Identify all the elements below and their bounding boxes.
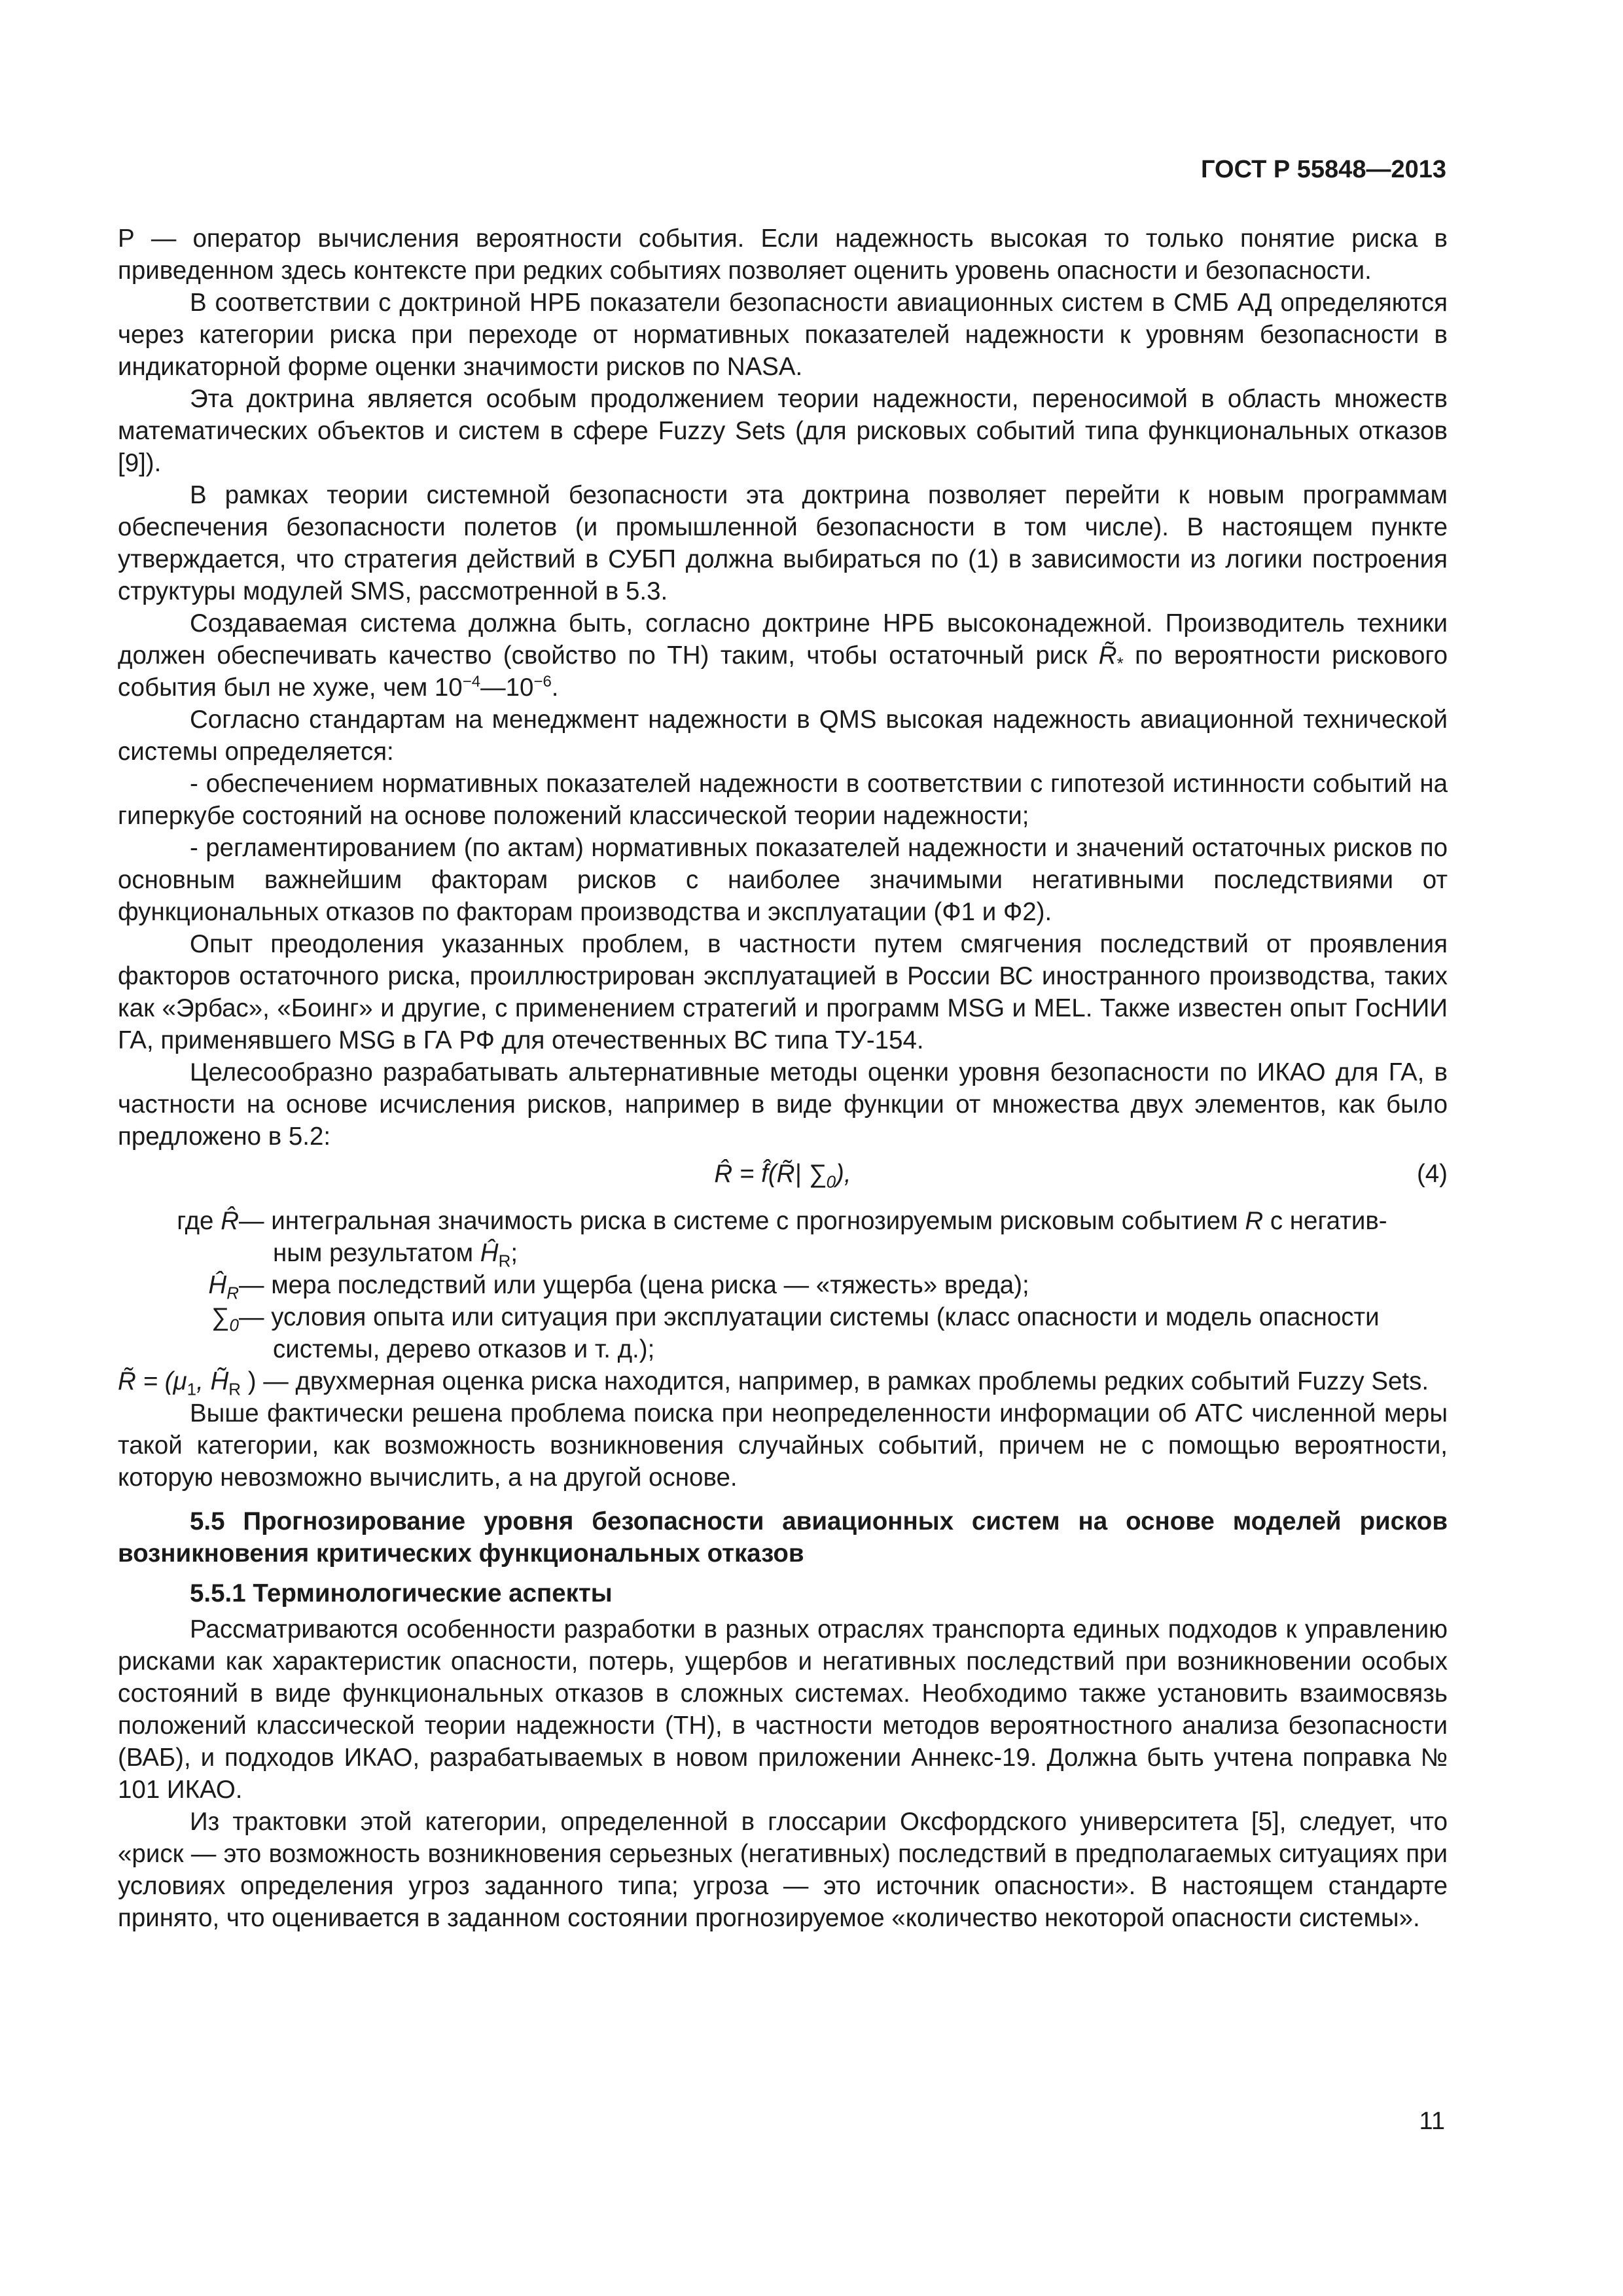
text: по вероятности рискового события был не хуже, чем 10 [118,641,1448,702]
continuation [239,1237,1448,1269]
where-definition [239,1205,1448,1269]
formula-subscript: R [228,1379,241,1399]
formula-symbol: Ĥ [480,1239,499,1267]
paragraph: Эта доктрина является особым продолжением теории надежности, переносимой в область множеств математических объектов и систем в сфере Fuzzy Sets (для рисковых событий типа функциональных отказов [9]). [118,385,1448,477]
formula-symbol: R̂ [221,1207,239,1235]
formula-subscript: * [1116,653,1124,673]
where-lead: где [177,1207,214,1235]
formula-symbol: , H̃ [196,1367,229,1395]
formula-symbol: R̃ [1098,641,1117,670]
paragraph: Согласно стандартам на менеджмент надежности в QMS высокая надежность авиационной технической системы определяется: [118,706,1448,766]
formula-subscript: 0 [229,1315,239,1335]
where-list [118,1205,1448,1397]
where-definition: — мера последствий или ущерба (цена риска — «тяжесть» вреда); [239,1271,1029,1299]
formula-symbol: R [1245,1207,1264,1235]
paragraph: Р — оператор вычисления вероятности события. Если надежность высокая то только понятие риска в приведенном здесь контексте при редких событиях позволяет оценить уровень опасности и безопасности. [118,224,1448,285]
formula-subscript: R [498,1251,511,1271]
text: Создаваемая система должна быть, согласно доктрине НРБ высоконадежной. Производитель техники должен обеспечивать качество (свойство по ТН) таким, чтобы остаточный риск [118,609,1448,670]
where-symbol [118,1301,239,1333]
where-item-rdef [118,1365,1448,1397]
paragraph: В рамках теории системной безопасности эта доктрина позволяет перейти к новым программам обеспечения безопасности полетов (и промышленной безопасности в том числе). В настоящем пункте утверждается, что стратегия действий в СУБП должна выбираться по (1) в зависимости из логики построения структуры модулей SMS, рассмотренной в 5.3. [118,481,1448,605]
where-item [118,1269,1448,1301]
formula-symbol: Ĥ [208,1271,227,1299]
where-symbol [118,1269,239,1301]
text: — интегральная значимость риска в системе с прогнозируемым рисковым событием [239,1207,1245,1235]
paragraph: Из трактовки этой категории, определенной в глоссарии Оксфордского университета [5], следует, что «риск — это возможность возникновения серьезных (негативных) последствий в предполагаемых ситуациях при условиях определения угроз заданного типа; угроза — это источник опасности». В настоящем стандарте принято, что оценивается в заданном состоянии прогнозируемое «количество некоторой опасности системы». [118,1808,1448,1932]
text: ) — двухмерная оценка риска находится, например, в рамках проблемы редких событий Fuzzy Sets. [241,1367,1429,1395]
subsection-heading: 5.5.1 Терминологические аспекты [190,1579,613,1607]
text: — условия опыта или ситуация при эксплуатации системы (класс опасности и модель опасности [239,1303,1380,1331]
formula-subscript: 0 [826,1172,836,1192]
list-item: - обеспечением нормативных показателей надежности в соответствии с гипотезой истинности событий на гиперкубе состояний на основе положений классической теории надежности; [118,770,1448,830]
section-heading: 5.5 Прогнозирование уровня безопасности авиационных систем на основе моделей рисков возникновения критических функциональных отказов [118,1507,1448,1568]
page-body [118,223,1448,1934]
formula-symbol: ∑ [211,1303,230,1331]
page-number: 11 [1419,2108,1445,2135]
formula-subscript: R [226,1283,239,1303]
exponent: −4 [462,673,481,691]
formula-number: (4) [1416,1160,1448,1188]
formula-expression [118,1158,1448,1190]
text: с негатив- [1263,1207,1387,1235]
paragraph: Рассматриваются особенности разработки в разных отраслях транспорта единых подходов к управлению рисками как характеристик опасности, потерь, ущербов и негативных последствий при возникновении особых состояний в виде функциональных отказов в сложных системах. Необходимо также установить взаимосвязь положений классической теории надежности (ТН), в частности методов вероятностного анализа безопасности (ВАБ), и подходов ИКАО, разрабатываемых в новом приложении Аннекс-19. Должна быть учтена поправка № 101 ИКАО. [118,1615,1448,1804]
formula-text: ), [836,1160,851,1188]
formula-text: R̂ = f̂(R̃| ∑ [714,1160,827,1188]
paragraph: Выше фактически решена проблема поиска при неопределенности информации об АТС численной меры такой категории, как возможность возникновения случайных событий, причем не с помощью вероятности, которую невозможно вычислить, а на другой основе. [118,1399,1448,1492]
text: —10 [480,673,534,702]
paragraph: В соответствии с доктриной НРБ показатели безопасности авиационных систем в СМБ АД определяются через категории риска при переходе от нормативных показателей надежности к уровням безопасности в индикаторной форме оценки значимости рисков по NASA. [118,289,1448,381]
text: . [551,673,559,702]
where-definition [239,1301,1448,1365]
document-header: ГОСТ Р 55848—2013 [1201,156,1446,183]
list-item: - регламентированием (по актам) нормативных показателей надежности и значений остаточных рисков по основным важнейшим факторам рисков с наиболее значимыми негативными последствиями от функциональных отказов по факторам производства и эксплуатации (Ф1 и Ф2). [118,834,1448,926]
text: ным результатом [273,1239,480,1267]
paragraph: Опыт преодоления указанных проблем, в частности путем смягчения последствий от проявления факторов остаточного риска, проиллюстрирован эксплуатацией в России ВС иностранного производства, таких как «Эрбас», «Боинг» и другие, с применением стратегий и программ MSG и MEL. Также известен опыт ГосНИИ ГА, применявшего MSG в ГА РФ для отечественных ВС типа ТУ-154. [118,930,1448,1054]
where-item [118,1205,1448,1269]
formula-subscript: 1 [187,1379,197,1399]
paragraph-residual-risk [118,607,1448,704]
formula-symbol: R̃ = (μ [118,1367,187,1395]
text: ; [510,1239,518,1267]
formula-block [118,1158,1448,1198]
paragraph: Целесообразно разрабатывать альтернативные методы оценки уровня безопасности по ИКАО для ГА, в частности на основе исчисления рисков, например в виде функции от множества двух элементов, как было предложено в 5.2: [118,1058,1448,1151]
exponent: −6 [533,673,552,691]
where-item [118,1301,1448,1365]
continuation: системы, дерево отказов и т. д.); [273,1335,655,1363]
where-symbol [118,1205,239,1237]
